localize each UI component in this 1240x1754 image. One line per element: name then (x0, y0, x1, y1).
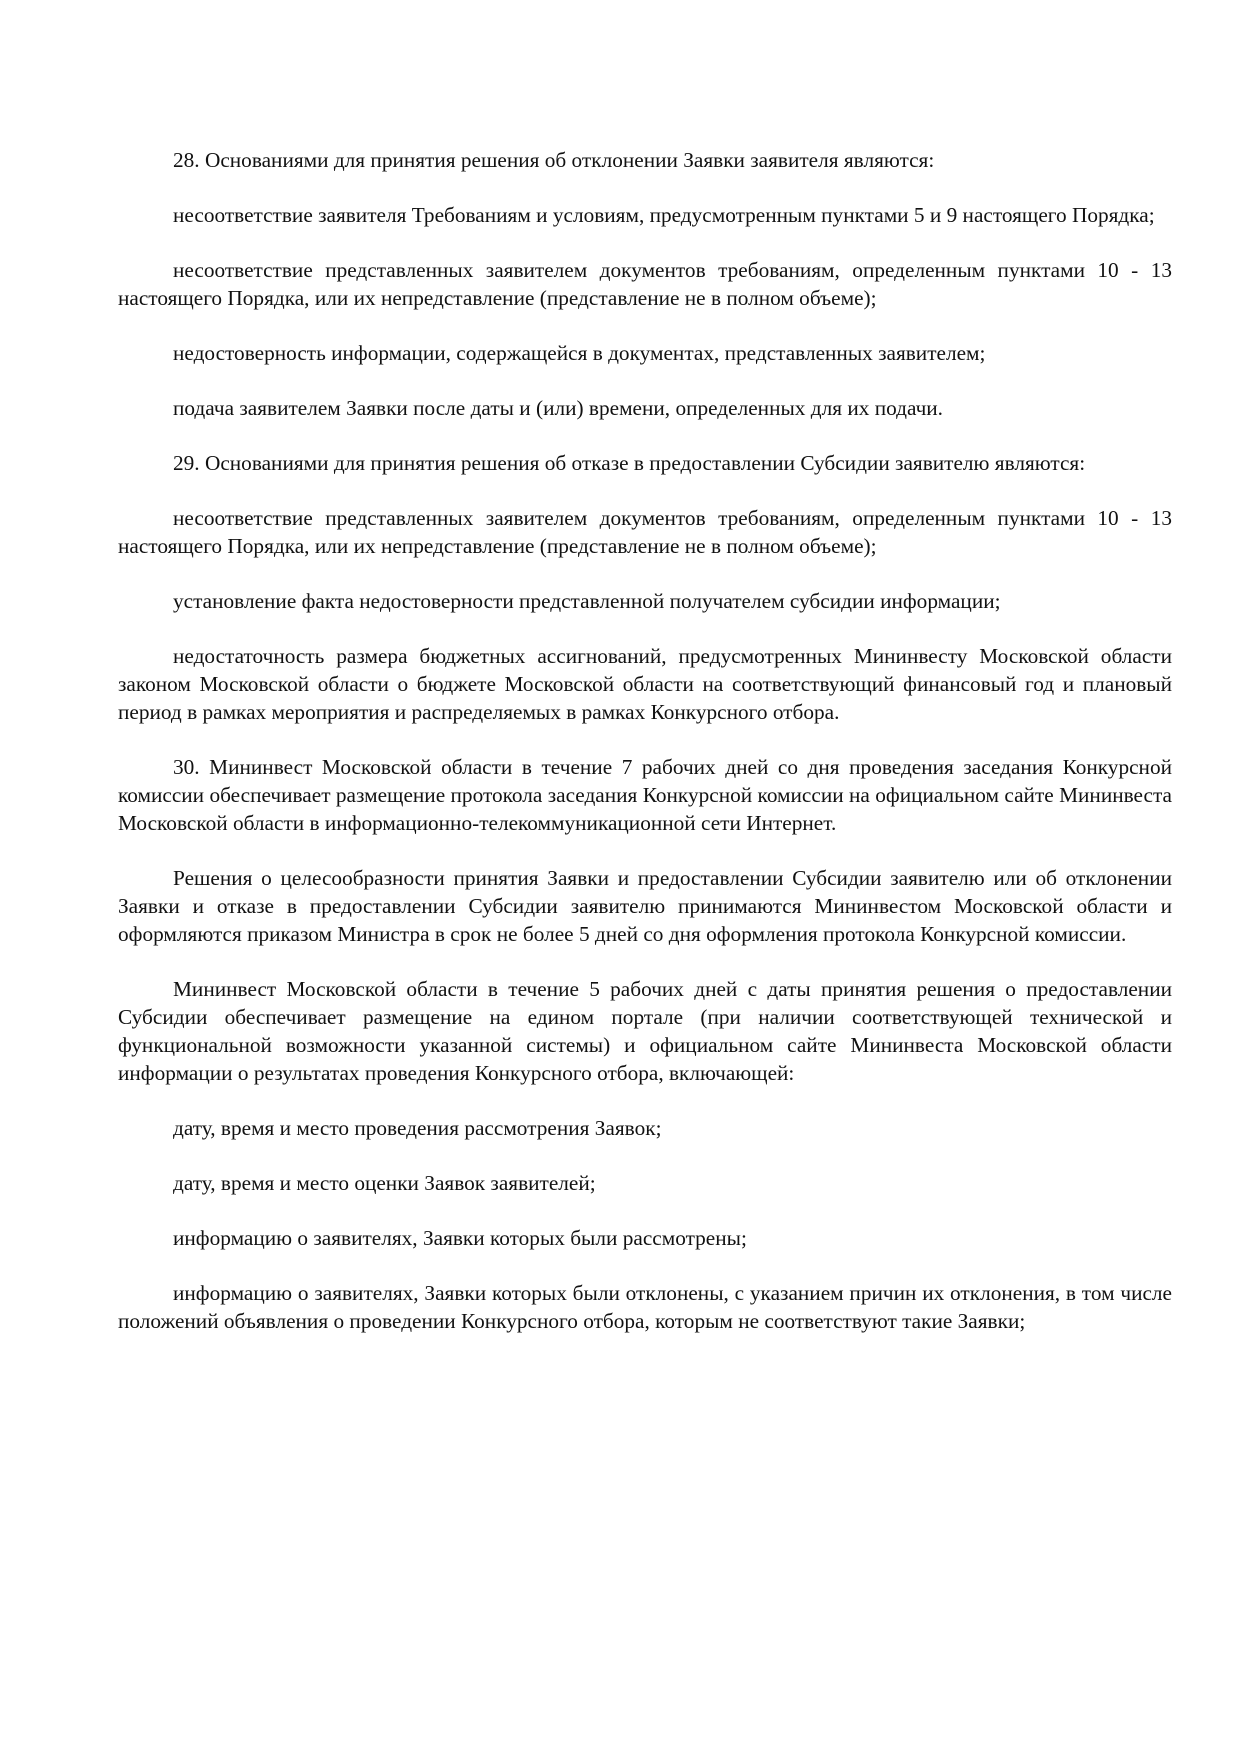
clause-28-item-late-submission: подача заявителем Заявки после даты и (или) времени, определенных для их подачи. (173, 396, 944, 420)
clause-29-item-insufficient-budget: недостаточность размера бюджетных ассигнований, предусмотренных Мининвесту Московской области законом Московской области о бюджете Московской области на соответствующий финансовый год и плановый период в рамках мероприятия и распределяемых в рамках Конкурсного отбора. (118, 644, 1172, 724)
clause-28-item-unreliable-info: недостоверность информации, содержащейся в документах, представленных заявителем; (173, 341, 986, 365)
clause-29-heading: 29. Основаниями для принятия решения об отказе в предоставлении Субсидии заявителю являются: (173, 451, 1086, 475)
results-item-rejected-applicants: информацию о заявителях, Заявки которых были отклонены, с указанием причин их отклонения, в том числе положений объявления о проведении Конкурсного отбора, которым не соответствуют такие Заявки; (118, 1281, 1172, 1333)
clause-30-results-publication: Мининвест Московской области в течение 5 рабочих дней с даты принятия решения о предоставлении Субсидии обеспечивает размещение на едином портале (при наличии соответствующей технической и функциональной возможности указанной системы) и официальном сайте Мининвеста Московской области информации о результатах проведения Конкурсного отбора, включающей: (118, 977, 1172, 1085)
clause-29-item-unreliable-info: установление факта недостоверности представленной получателем субсидии информации; (173, 589, 1001, 613)
results-item-review-date: дату, время и место проведения рассмотрения Заявок; (173, 1116, 662, 1140)
clause-29-item-documents: несоответствие представленных заявителем документов требованиям, определенным пунктами 10 - 13 настоящего Порядка, или их непредставление (представление не в полном объеме); (118, 506, 1172, 558)
clause-30-decisions: Решения о целесообразности принятия Заявки и предоставлении Субсидии заявителю или об отклонении Заявки и отказе в предоставлении Субсидии заявителю принимаются Мининвестом Московской области и оформляются приказом Министра в срок не более 5 дней со дня оформления протокола Конкурсной комиссии. (118, 866, 1172, 946)
clause-28-item-requirements: несоответствие заявителя Требованиям и условиям, предусмотренным пунктами 5 и 9 настоящего Порядка; (173, 203, 1155, 227)
clause-28-item-documents: несоответствие представленных заявителем документов требованиям, определенным пунктами 10 - 13 настоящего Порядка, или их непредставление (представление не в полном объеме); (118, 258, 1172, 310)
results-item-evaluation-date: дату, время и место оценки Заявок заявителей; (173, 1171, 596, 1195)
clause-30-protocol-publication: 30. Мининвест Московской области в течение 7 рабочих дней со дня проведения заседания Конкурсной комиссии обеспечивает размещение протокола заседания Конкурсной комиссии на официальном сайте Мининвеста Московской области в информационно-телекоммуникационной сети Интернет. (118, 755, 1172, 835)
document-page (118, 146, 1172, 1362)
results-item-reviewed-applicants: информацию о заявителях, Заявки которых были рассмотрены; (173, 1226, 747, 1250)
clause-28-heading: 28. Основаниями для принятия решения об отклонении Заявки заявителя являются: (173, 148, 935, 172)
